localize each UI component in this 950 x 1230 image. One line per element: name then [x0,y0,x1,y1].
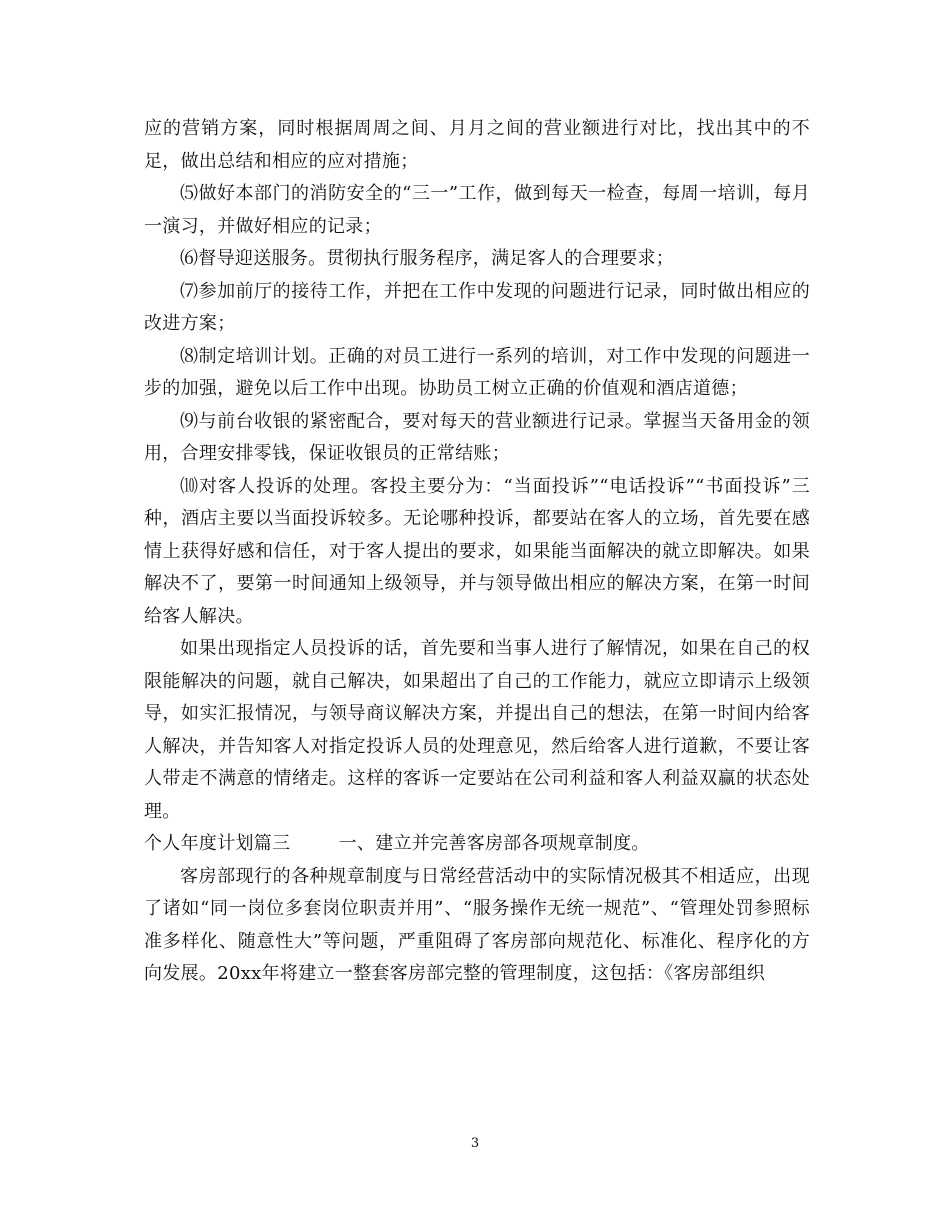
paragraph-item-10-complaints: ⑽对客人投诉的处理。客投主要分为：“当面投诉”“电话投诉”“书面投诉”三种，酒店主要以当面投诉较多。无论哪种投诉，都要站在客人的立场，首先要在感情上获得好感和信任，对于客人提出的要求，如果能当面解决的就立即解决。如果解决不了，要第一时间通知上级领导，并与领导做出相应的解决方案，在第一时间给客人解决。 [144,475,810,627]
paragraph-item-5-fire-safety: ⑸做好本部门的消防安全的“三一”工作，做到每天一检查，每周一培训，每月一演习，并做好相应的记录； [144,183,810,237]
page-number: 3 [470,1136,480,1151]
section-heading [144,828,810,861]
paragraph-item-7-front-desk: ⑺参加前厅的接待工作，并把在工作中发现的问题进行记录，同时做出相应的改进方案； [144,280,810,334]
paragraph-item-6-greeting-service: ⑹督导迎送服务。贯彻执行服务程序，满足客人的合理要求； [180,248,675,269]
paragraph-designated-staff-complaints: 如果出现指定人员投诉的话，首先要和当事人进行了解情况，如果在自己的权限能解决的问题，就自己解决，如果超出了自己的工作能力，就应立即请示上级领导，如实汇报情况，与领导商议解决方案，并提出自己的想法，在第一时间内给客人解决，并告知客人对指定投诉人员的处理意见，然后给客人进行道歉，不要让客人带走不满意的情绪走。这样的客诉一定要站在公司利益和客人利益双赢的状态处理。 [144,638,810,822]
paragraph-marketing-plan-continued: 应的营销方案，同时根据周周之间、月月之间的营业额进行对比，找出其中的不足，做出总结和相应的应对措施； [144,118,810,172]
paragraph-item-9-cashier: ⑼与前台收银的紧密配合，要对每天的营业额进行记录。掌握当天备用金的领用，合理安排零钱，保证收银员的正常结账； [144,410,810,464]
section-item-title: 一、建立并完善客房部各项规章制度。 [338,833,650,854]
paragraph-item-8-training-plan: ⑻制定培训计划。正确的对员工进行一系列的培训，对工作中发现的问题进一步的加强，避免以后工作中出现。协助员工树立正确的价值观和酒店道德； [144,345,810,399]
paragraph-housekeeping-rules: 客房部现行的各种规章制度与日常经营活动中的实际情况极其不相适应，出现了诸如“同一岗位多套岗位职责并用”、“服务操作无统一规范”、“管理处罚参照标准多样化、随意性大”等问题，严重阻碍了客房部向规范化、标准化、程序化的方向发展。20xx年将建立一整套客房部完整的管理制度，这包括：《客房部组织 [144,865,810,984]
section-title: 个人年度计划篇三 [144,833,291,854]
document-body [144,113,810,991]
